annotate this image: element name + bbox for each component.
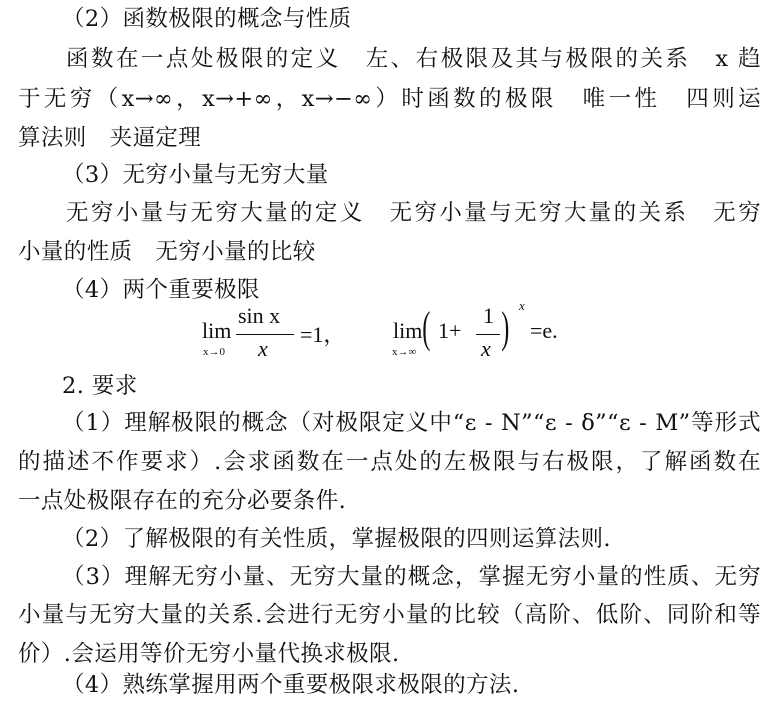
paragraph-line: 函数在一点处极限的定义 左、右极限及其与极限的关系 x 趋 (66, 46, 761, 72)
paragraph-line: （4）熟练掌握用两个重要极限求极限的方法. (62, 672, 520, 698)
equals-e: =e. (530, 318, 558, 343)
lim-operator-1: lim (202, 318, 232, 343)
paragraph-line: 算法则 夹逼定理 (18, 125, 202, 151)
fraction-numerator-2: 1 (483, 303, 494, 328)
paragraph-line: （2）了解极限的有关性质，掌握极限的四则运算法则. (62, 526, 611, 552)
paragraph-line: 价）.会运用等价无穷小量代换求极限. (18, 641, 400, 667)
equals-one: =1， (300, 322, 346, 347)
one-plus: 1+ (438, 318, 462, 343)
important-limits-formula (0, 300, 775, 368)
paragraph-line: 小量与无穷大量的关系.会进行无穷小量的比较（高阶、低阶、同阶和等 (18, 602, 761, 628)
fraction-denominator-2: x (481, 336, 491, 361)
lim-subscript-2: x→∞ (392, 346, 417, 358)
paragraph-line: 的描述不作要求）.会求函数在一点处的左极限与右极限，了解函数在 (18, 449, 761, 475)
paragraph-line: 一点处极限存在的充分必要条件. (18, 488, 347, 514)
section-heading-4: （4）两个重要极限 (62, 277, 260, 303)
paragraph-line: 无穷小量与无穷大量的定义 无穷小量与无穷大量的关系 无穷 (66, 200, 761, 226)
lim-subscript-1: x→0 (203, 346, 225, 358)
paragraph-line: 于无穷（x→∞，x→+∞，x→−∞）时函数的极限 唯一性 四则运 (18, 86, 761, 112)
section-heading-2: （2）函数极限的概念与性质 (62, 6, 352, 32)
requirements-heading: 2. 要求 (62, 373, 138, 399)
lim-operator-2: lim (393, 318, 423, 343)
paragraph-line: 小量的性质 无穷小量的比较 (18, 239, 316, 265)
fraction-denominator-1: x (258, 336, 268, 361)
paragraph-line: （3）理解无穷小量、无穷大量的概念，掌握无穷小量的性质、无穷 (62, 564, 761, 590)
exponent: x (519, 298, 525, 313)
paragraph-line: （1）理解极限的概念（对极限定义中“ε - N”“ε - δ”“ε - M”等形式 (62, 410, 761, 436)
right-paren: ) (501, 303, 510, 352)
left-paren: ( (422, 303, 431, 352)
section-heading-3: （3）无穷小量与无穷大量 (62, 162, 329, 188)
fraction-numerator-1: sin x (238, 303, 281, 328)
